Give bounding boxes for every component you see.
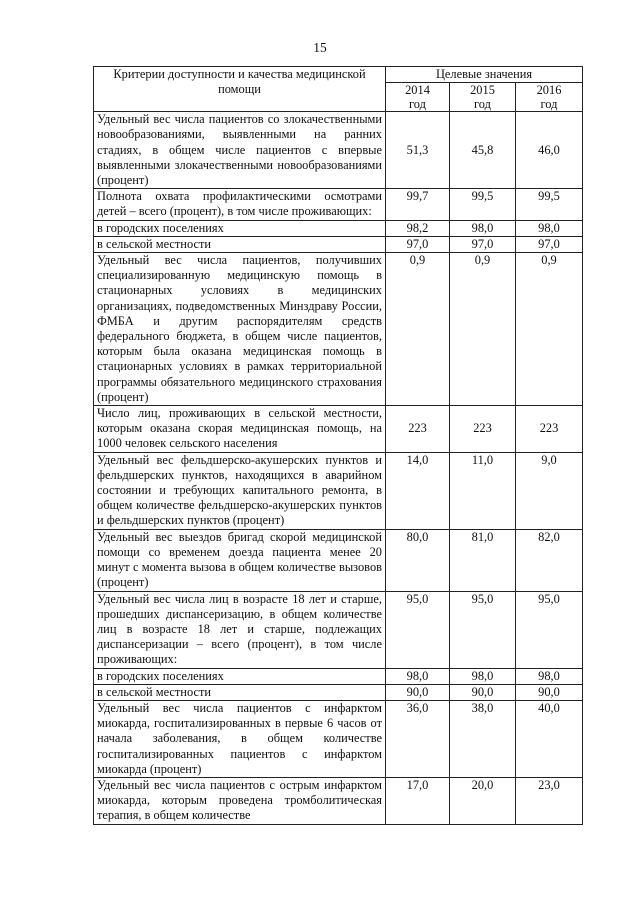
criteria-table (93, 66, 583, 825)
criterion-cell: Удельный вес числа пациентов, получивших специализированную медицинскую помощь в стационарных условиях в медицинских организациях, подведомственных Минздраву России, ФМБА и другим распорядителям средств федерального бюджета, в общем числе пациентов, которым была оказана медицинская помощь в стационарных условиях в рамках территориальной программы обязательного медицинского страхования (процент) (94, 253, 386, 406)
table-row (94, 591, 583, 668)
value-2015: 0,9 (450, 253, 516, 406)
criteria-header: Критерии доступности и качества медицинской помощи (94, 67, 386, 112)
value-2016: 223 (516, 406, 583, 453)
criterion-cell: в городских поселениях (94, 220, 386, 236)
header-row (94, 67, 583, 83)
table-row (94, 253, 583, 406)
value-2014: 98,2 (386, 220, 450, 236)
value-2014: 98,0 (386, 668, 450, 684)
criterion-cell: в сельской местности (94, 684, 386, 700)
target-values-header: Целевые значения (386, 67, 583, 83)
value-2016: 40,0 (516, 700, 583, 777)
criterion-cell: Полнота охвата профилактическими осмотрами детей – всего (процент), в том числе проживающих: (94, 189, 386, 220)
table-row (94, 189, 583, 220)
table-row (94, 529, 583, 591)
value-2015: 99,5 (450, 189, 516, 220)
value-2015: 11,0 (450, 452, 516, 529)
table-row (94, 700, 583, 777)
value-2014: 17,0 (386, 777, 450, 824)
value-2016: 99,5 (516, 189, 583, 220)
value-2014: 223 (386, 406, 450, 453)
value-2015: 45,8 (450, 112, 516, 189)
table-row (94, 236, 583, 252)
table-row (94, 684, 583, 700)
value-2016: 46,0 (516, 112, 583, 189)
value-2016: 98,0 (516, 668, 583, 684)
value-2014: 14,0 (386, 452, 450, 529)
value-2015: 38,0 (450, 700, 516, 777)
value-2015: 97,0 (450, 236, 516, 252)
value-2015: 98,0 (450, 220, 516, 236)
value-2014: 36,0 (386, 700, 450, 777)
value-2016: 97,0 (516, 236, 583, 252)
criterion-cell: Удельный вес числа лиц в возрасте 18 лет и старше, прошедших диспансеризацию, в общем количестве лиц в возрасте 18 лет и старше, подлежащих диспансеризации – всего (процент), в том числе проживающих: (94, 591, 386, 668)
criterion-cell: в сельской местности (94, 236, 386, 252)
value-2015: 90,0 (450, 684, 516, 700)
value-2015: 81,0 (450, 529, 516, 591)
value-2014: 99,7 (386, 189, 450, 220)
value-2016: 95,0 (516, 591, 583, 668)
value-2015: 98,0 (450, 668, 516, 684)
value-2014: 51,3 (386, 112, 450, 189)
value-2014: 90,0 (386, 684, 450, 700)
value-2015: 95,0 (450, 591, 516, 668)
year-header-2016: 2016 год (516, 83, 583, 112)
value-2016: 9,0 (516, 452, 583, 529)
table-row (94, 406, 583, 453)
criterion-cell: Удельный вес числа пациентов со злокачественными новообразованиями, выявленными на ранних стадиях, в общем числе пациентов с впервые выявленными злокачественными новообразованиями (процент) (94, 112, 386, 189)
table-row (94, 112, 583, 189)
table-row (94, 668, 583, 684)
page-number: 15 (313, 40, 327, 55)
criterion-cell: Удельный вес выездов бригад скорой медицинской помощи со временем доезда пациента менее 20 минут с момента вызова в общем количестве вызовов (процент) (94, 529, 386, 591)
value-2016: 0,9 (516, 253, 583, 406)
value-2015: 223 (450, 406, 516, 453)
criterion-cell: Удельный вес фельдшерско-акушерских пунктов и фельдшерских пунктов, находящихся в аварийном состоянии и требующих капитального ремонта, в общем количестве фельдшерско-акушерских пунктов и фельдшерских пунктов (процент) (94, 452, 386, 529)
year-header-2015: 2015 год (450, 83, 516, 112)
value-2014: 95,0 (386, 591, 450, 668)
value-2016: 23,0 (516, 777, 583, 824)
value-2014: 97,0 (386, 236, 450, 252)
value-2014: 80,0 (386, 529, 450, 591)
table-row (94, 220, 583, 236)
value-2015: 20,0 (450, 777, 516, 824)
criterion-cell: Удельный вес числа пациентов с инфарктом миокарда, госпитализированных в первые 6 часов от начала заболевания, в общем количестве госпитализированных пациентов с инфарктом миокарда (процент) (94, 700, 386, 777)
table-row (94, 777, 583, 824)
criterion-cell: в городских поселениях (94, 668, 386, 684)
value-2016: 90,0 (516, 684, 583, 700)
criterion-cell: Удельный вес числа пациентов с острым инфарктом миокарда, которым проведена тромболитическая терапия, в общем количестве (94, 777, 386, 824)
value-2016: 98,0 (516, 220, 583, 236)
table-row (94, 452, 583, 529)
year-header-2014: 2014 год (386, 83, 450, 112)
value-2014: 0,9 (386, 253, 450, 406)
criterion-cell: Число лиц, проживающих в сельской местности, которым оказана скорая медицинская помощь, на 1000 человек сельского населения (94, 406, 386, 453)
value-2016: 82,0 (516, 529, 583, 591)
